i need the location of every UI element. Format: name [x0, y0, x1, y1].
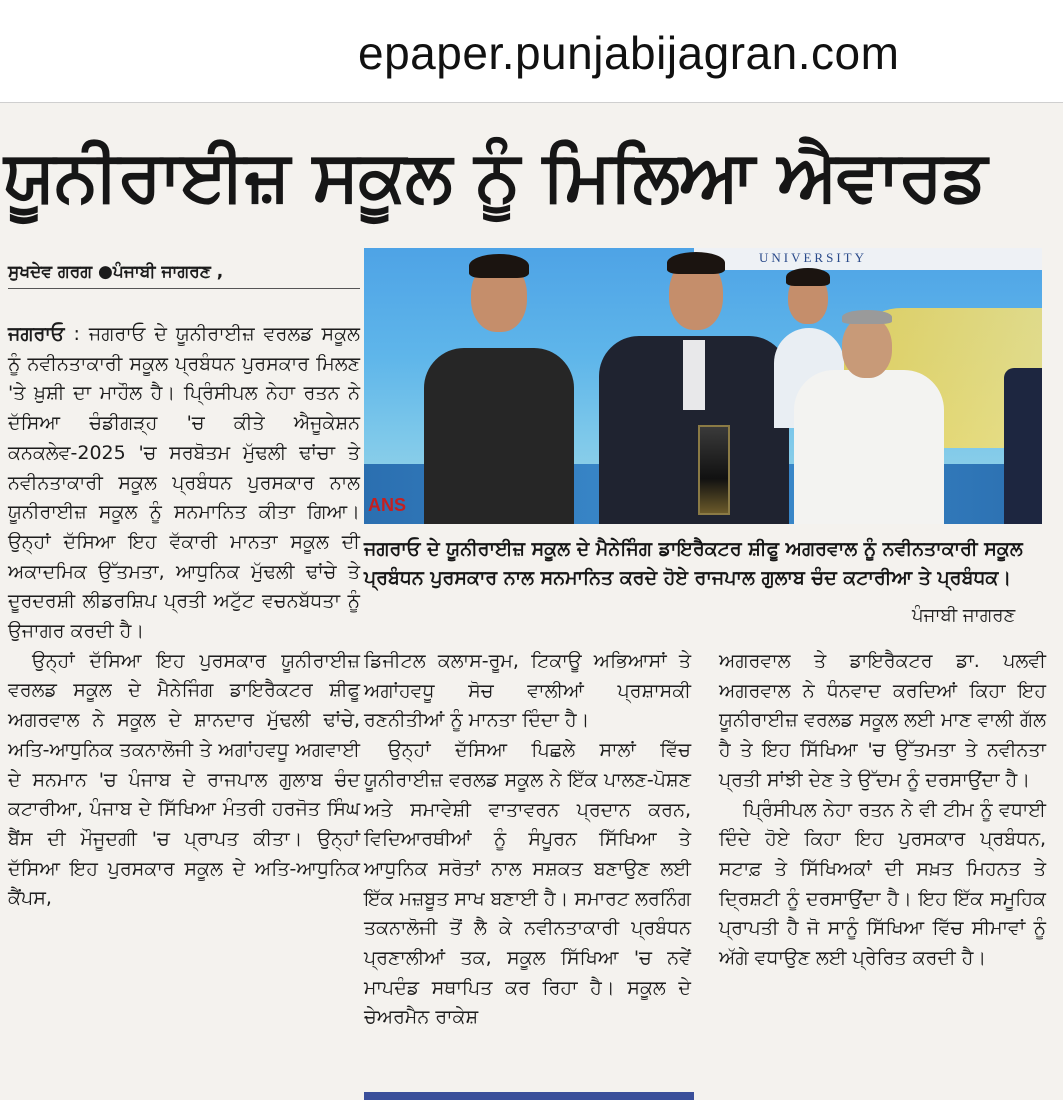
paragraph-text: ਪ੍ਰਿੰਸੀਪਲ ਨੇਹਾ ਰਤਨ ਨੇ ਵੀ ਟੀਮ ਨੂੰ ਵਧਾਈ ਦਿੰਦੇ ਹੋਏ ਕਿਹਾ ਇਹ ਪੁਰਸਕਾਰ ਪ੍ਰਬੰਧਨ, ਸਟਾਫ਼ ਤੇ ਸਿੱਖਿਅਕਾਂ ਦੀ ਸਖ਼ਤ ਮਿਹਨਤ ਤੇ ਦ੍ਰਿਸ਼ਟੀ ਨੂੰ ਦਰਸਾਉਂਦਾ ਹੈ। ਇਹ ਇੱਕ ਸਮੂਹਿਕ ਪ੍ਰਾਪਤੀ ਹੈ ਜੋ ਸਾਨੂੰ ਸਿੱਖਿਆ ਵਿੱਚ ਸੀਮਾਵਾਂ ਨੂੰ ਅੱਗੇ ਵਧਾਉਣ ਲਈ ਪ੍ਰੇਰਿਤ ਕਰਦੀ ਹੈ।: [719, 798, 1046, 970]
person-edge: [1004, 368, 1042, 524]
article-column-2: [364, 647, 691, 1033]
paragraph-text: ਉਨ੍ਹਾਂ ਦੱਸਿਆ ਪਿਛਲੇ ਸਾਲਾਂ ਵਿੱਚ ਯੂਨੀਰਾਈਜ਼ ਵਰਲਡ ਸਕੂਲ ਨੇ ਇੱਕ ਪਾਲਣ-ਪੋਸ਼ਣ ਅਤੇ ਸਮਾਵੇਸ਼ੀ ਵਾਤਾਵਰਨ ਪ੍ਰਦਾਨ ਕਰਨ, ਵਿਦਿਆਰਥੀਆਂ ਨੂੰ ਸੰਪੂਰਨ ਸਿੱਖਿਆ ਤੇ ਆਧੁਨਿਕ ਸਰੋਤਾਂ ਨਾਲ ਸਸ਼ਕਤ ਬਣਾਉਣ ਲਈ ਇੱਕ ਮਜ਼ਬੂਤ ਸਾਖ ਬਣਾਈ ਹੈ। ਸਮਾਰਟ ਲਰਨਿੰਗ ਤਕਨਾਲੋਜੀ ਤੋਂ ਲੈ ਕੇ ਨਵੀਨਤਾਕਾਰੀ ਪ੍ਰਬੰਧਨ ਪ੍ਰਣਾਲੀਆਂ ਤਕ, ਸਕੂਲ ਸਿੱਖਿਆ 'ਚ ਨਵੇਂ ਮਾਪਦੰਡ ਸਥਾਪਿਤ ਕਰ ਰਿਹਾ ਹੈ। ਸਕੂਲ ਦੇ ਚੇਅਰਮੈਨ ਰਾਕੇਸ਼: [364, 739, 691, 1029]
photo-banner-text: UNIVERSITY: [759, 250, 867, 265]
photo-credit: ਪੰਜਾਬੀ ਜਾਗਰਣ: [912, 605, 1016, 626]
paragraph-text: : ਜਗਰਾਓ ਦੇ ਯੂਨੀਰਾਈਜ਼ ਵਰਲਡ ਸਕੂਲ ਨੂੰ ਨਵੀਨਤਾਕਾਰੀ ਸਕੂਲ ਪ੍ਰਬੰਧਨ ਪੁਰਸਕਾਰ ਮਿਲਣ 'ਤੇ ਖ਼ੁਸ਼ੀ ਦਾ ਮਾਹੌਲ ਹੈ। ਪ੍ਰਿੰਸੀਪਲ ਨੇਹਾ ਰਤਨ ਨੇ ਦੱਸਿਆ ਚੰਡੀਗੜ੍ਹ 'ਚ ਕੀਤੇ ਐਜੂਕੇਸ਼ਨ ਕਨਕਲੇਵ-2025 'ਚ ਸਰਬੋਤਮ ਮੁੱਢਲੀ ਢਾਂਚਾ ਤੇ ਨਵੀਨਤਾਕਾਰੀ ਸਕੂਲ ਪ੍ਰਬੰਧਨ ਪੁਰਸਕਾਰ ਨਾਲ ਯੂਨੀਰਾਈਜ਼ ਸਕੂਲ ਨੂੰ ਸਨਮਾਨਿਤ ਕੀਤਾ ਗਿਆ। ਉਨ੍ਹਾਂ ਦੱਸਿਆ ਇਹ ਵੱਕਾਰੀ ਮਾਨਤਾ ਸਕੂਲ ਦੀ ਅਕਾਦਮਿਕ ਉੱਤਮਤਾ, ਆਧੁਨਿਕ ਮੁੱਢਲੀ ਢਾਂਚੇ ਤੇ ਦੂਰਦਰਸ਼ੀ ਲੀਡਰਸ਼ਿਪ ਪ੍ਰਤੀ ਅਟੁੱਟ ਵਚਨਬੱਧਤਾ ਨੂੰ ਉਜਾਗਰ ਕਰਦੀ ਹੈ।: [8, 323, 360, 643]
sponsor-logo: ANS: [368, 495, 407, 515]
site-url: epaper.punjabijagran.com: [358, 27, 900, 79]
person-center: [599, 248, 789, 524]
paragraph-text: ਡਿਜੀਟਲ ਕਲਾਸ-ਰੂਮ, ਟਿਕਾਊ ਅਭਿਆਸਾਂ ਤੇ ਅਗਾਂਹਵਧੂ ਸੋਚ ਵਾਲੀਆਂ ਪ੍ਰਸ਼ਾਸਕੀ ਰਣਨੀਤੀਆਂ ਨੂੰ ਮਾਨਤਾ ਦਿੰਦਾ ਹੈ।: [364, 650, 691, 732]
trophy-icon: [698, 425, 730, 515]
byline-divider: [8, 288, 360, 289]
dateline: ਜਗਰਾਓ: [8, 323, 65, 345]
bottom-image-edge: [364, 1092, 694, 1100]
person-left: [424, 248, 574, 524]
paragraph-text: ਅਗਰਵਾਲ ਤੇ ਡਾਇਰੈਕਟਰ ਡਾ. ਪਲਵੀ ਅਗਰਵਾਲ ਨੇ ਧੰਨਵਾਦ ਕਰਦਿਆਂ ਕਿਹਾ ਇਹ ਯੂਨੀਰਾਈਜ਼ ਵਰਲਡ ਸਕੂਲ ਲਈ ਮਾਣ ਵਾਲੀ ਗੱਲ ਹੈ ਤੇ ਇਹ ਸਿੱਖਿਆ 'ਚ ਉੱਤਮਤਾ ਤੇ ਨਵੀਨਤਾ ਪ੍ਰਤੀ ਸਾਂਝੀ ਦੇਣ ਤੇ ਉੱਦਮ ਨੂੰ ਦਰਸਾਉਂਦਾ ਹੈ।: [719, 650, 1046, 791]
article-byline: ਸੁਖਦੇਵ ਗਰਗ ●ਪੰਜਾਬੀ ਜਾਗਰਣ ,: [8, 262, 224, 282]
article-column-3: [719, 647, 1046, 974]
paragraph-text: ਉਨ੍ਹਾਂ ਦੱਸਿਆ ਇਹ ਪੁਰਸਕਾਰ ਯੂਨੀਰਾਈਜ਼ ਵਰਲਡ ਸਕੂਲ ਦੇ ਮੈਨੇਜਿੰਗ ਡਾਇਰੈਕਟਰ ਸ਼ੀਫੂ ਅਗਰਵਾਲ ਨੇ ਸਕੂਲ ਦੇ ਸ਼ਾਨਦਾਰ ਮੁੱਢਲੀ ਢਾਂਚੇ, ਅਤਿ-ਆਧੁਨਿਕ ਤਕਨਾਲੋਜੀ ਤੇ ਅਗਾਂਹਵਧੂ ਅਗਵਾਈ ਦੇ ਸਨਮਾਨ 'ਚ ਪੰਜਾਬ ਦੇ ਰਾਜਪਾਲ ਗੁਲਾਬ ਚੰਦ ਕਟਾਰੀਆ, ਪੰਜਾਬ ਦੇ ਸਿੱਖਿਆ ਮੰਤਰੀ ਹਰਜੋਤ ਸਿੰਘ ਬੈਂਸ ਦੀ ਮੌਜੂਦਗੀ 'ਚ ਪ੍ਰਾਪਤ ਕੀਤਾ। ਉਨ੍ਹਾਂ ਦੱਸਿਆ ਇਹ ਪੁਰਸਕਾਰ ਸਕੂਲ ਦੇ ਅਤਿ-ਆਧੁਨਿਕ ਕੈਂਪਸ,: [8, 649, 360, 910]
article-column-1: [8, 320, 360, 914]
photo-caption: ਜਗਰਾਓ ਦੇ ਯੂਨੀਰਾਈਜ਼ ਸਕੂਲ ਦੇ ਮੈਨੇਜਿੰਗ ਡਾਇਰੈਕਟਰ ਸ਼ੀਫੂ ਅਗਰਵਾਲ ਨੂੰ ਨਵੀਨਤਾਕਾਰੀ ਸਕੂਲ ਪ੍ਰਬੰਧਨ ਪੁਰਸਕਾਰ ਨਾਲ ਸਨਮਾਨਿਤ ਕਰਦੇ ਹੋਏ ਰਾਜਪਾਲ ਗੁਲਾਬ ਚੰਦ ਕਟਾਰੀਆ ਤੇ ਪ੍ਰਬੰਧਕ।: [364, 538, 1023, 589]
article-headline: ਯੂਨੀਰਾਈਜ਼ ਸਕੂਲ ਨੂੰ ਮਿਲਿਆ ਐਵਾਰਡ: [4, 135, 987, 217]
person-right: [794, 308, 944, 524]
